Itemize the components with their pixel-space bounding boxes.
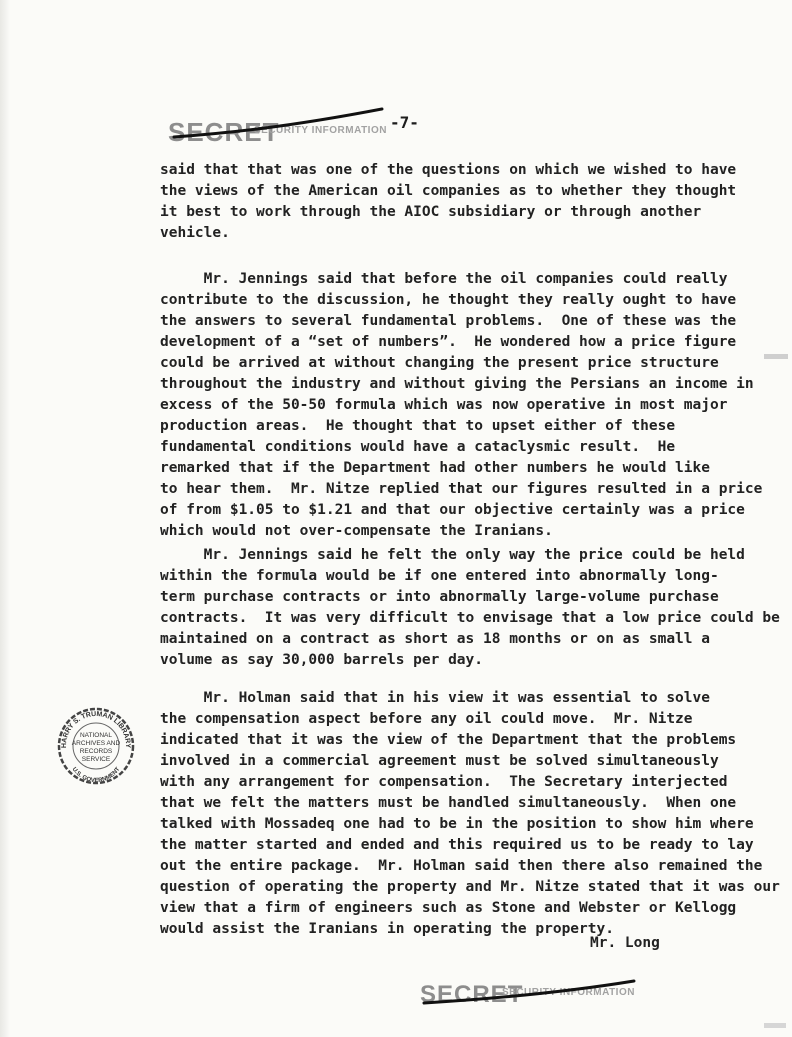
scan-edge-shadow xyxy=(0,0,10,1037)
seal-line-1: NATIONAL xyxy=(79,732,113,739)
header-stamp xyxy=(168,103,428,147)
header-secret-stamp: SECRET xyxy=(168,117,280,147)
header-security-info-stamp: SECURITY INFORMATION xyxy=(254,125,387,136)
seal-line-3: RECORDS xyxy=(79,748,113,755)
footer-secret-stamp: SECRET xyxy=(420,981,524,1008)
footer-stamp xyxy=(420,975,640,1009)
paragraph-2: Mr. Jennings said that before the oil companies could really contribute to the discussion, he thought they really ought to have the answers to several fundamental problems. One of these was the development of a “set of numbers”. He wondered how a price figure could be arrived at without changing the present price structure throughout the industry and without giving the Persians an income in excess of the 50-50 formula which was now operative in most major production areas. He thought that to upset either of these fundamental conditions would have a cataclysmic result. He remarked that if the Department had other numbers he would like to hear them. Mr. Nitze replied that our figures resulted in a price of from $1.05 to $1.21 and that our objective certainly was a price which would not over-compensate the Iranians. xyxy=(160,271,763,539)
paragraph-3: Mr. Jennings said he felt the only way the price could be held within the formula would be if one entered into abnormally long- term purchase contracts or into abnormally large-volume purchase contracts. It was very difficult to envisage that a low price could be maintained on a contract as short as 18 months or on as small a volume as say 30,000 barrels per day. xyxy=(160,547,780,668)
paragraph-1: said that that was one of the questions on which we wished to have the views of the American oil companies as to whether they thought it best to work through the AIOC subsidiary or through another vehicle. xyxy=(160,162,737,241)
seal-line-2: ARCHIVES AND xyxy=(71,740,121,747)
archive-seal-stamp xyxy=(56,704,136,788)
paragraph-4: Mr. Holman said that in his view it was essential to solve the compensation aspect before any oil could move. Mr. Nitze indicated that it was the view of the Department that the problems involved in a commercial agreement must be solved simultaneously with any arrangement for compensation. The Secretary interjected that we felt the matters must be handled simultaneously. When one talked with Mossadeq one had to be in the position to show him where the matter started and ended and this required us to be ready to lay out the entire package. Mr. Holman said then there also remained the question of operating the property and Mr. Nitze stated that it was our view that a firm of engineers such as Stone and Webster or Kellogg would assist the Iranians in operating the property. xyxy=(160,690,780,937)
scan-artifact-corner xyxy=(764,1022,786,1030)
header-strike-line xyxy=(168,103,428,147)
seal-ring-text: HARRY S. TRUMAN LIBRARY xyxy=(60,710,132,749)
scan-artifact-mark xyxy=(764,352,788,362)
page-number: -7- xyxy=(390,113,419,132)
footer-security-info-stamp: SECURITY INFORMATION xyxy=(502,987,635,998)
footer-strike-line xyxy=(420,975,640,1009)
seal-ring xyxy=(56,704,136,788)
seal-bottom-text: U.S. GOVERNMENT xyxy=(70,766,122,785)
seal-line-4: SERVICE xyxy=(81,756,111,763)
next-speaker-catchword: Mr. Long xyxy=(590,935,660,951)
